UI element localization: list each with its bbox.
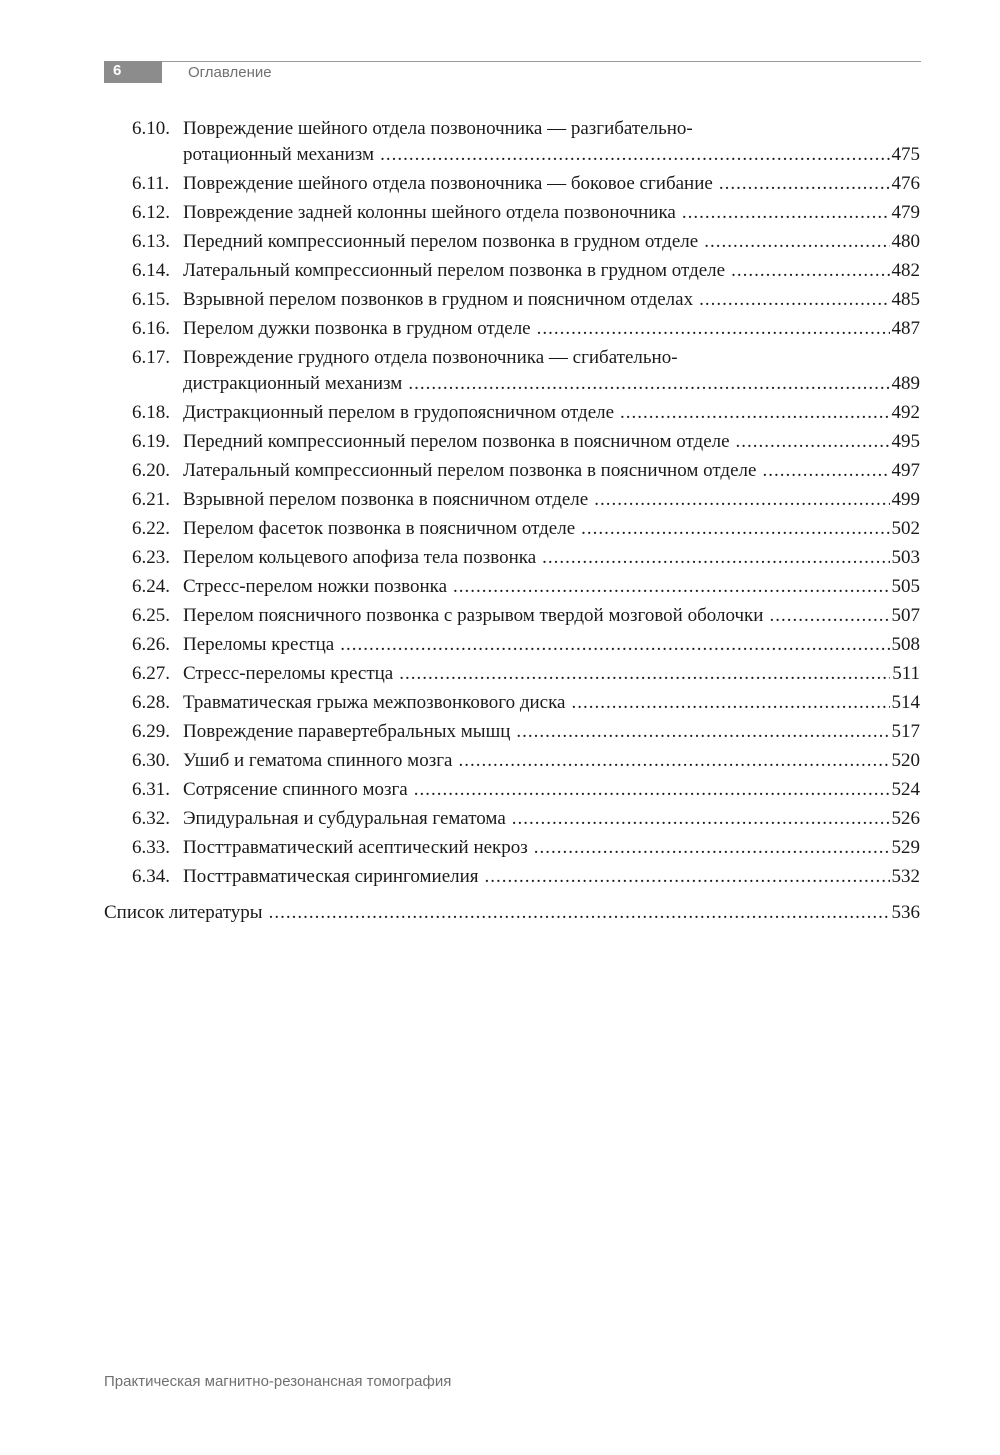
toc-entry-number: 6.29. bbox=[132, 721, 170, 742]
toc-entry-number: 6.11. bbox=[132, 173, 170, 194]
toc-entry[interactable] bbox=[0, 632, 1000, 658]
header-title: Оглавление bbox=[188, 64, 272, 81]
toc-entry[interactable] bbox=[0, 458, 1000, 484]
toc-entry-page: 502 bbox=[891, 518, 920, 539]
toc-entry-references[interactable] bbox=[0, 900, 1000, 926]
toc-entry-line bbox=[183, 516, 920, 542]
toc-entry-number: 6.22. bbox=[132, 518, 170, 539]
toc-leader-dots bbox=[620, 400, 889, 426]
toc-entry-title: Латеральный компрессионный перелом позвонка в поясничном отделе bbox=[183, 460, 757, 481]
toc-leader-dots bbox=[736, 429, 890, 455]
toc-entry-number: 6.34. bbox=[132, 866, 170, 887]
toc-entry[interactable] bbox=[0, 661, 1000, 687]
toc-entry-page: 517 bbox=[891, 721, 920, 742]
toc-entry-page: 476 bbox=[891, 173, 920, 194]
toc-entry[interactable] bbox=[0, 116, 1000, 168]
toc-entry-title: Передний компрессионный перелом позвонка в грудном отделе bbox=[183, 231, 699, 252]
toc-entry-title: Стресс-переломы крестца bbox=[183, 663, 394, 684]
toc-entry-number: 6.15. bbox=[132, 289, 170, 310]
page-number: 6 bbox=[113, 62, 122, 79]
toc-leader-dots bbox=[731, 258, 889, 284]
toc-entry-number: 6.18. bbox=[132, 402, 170, 423]
toc-entry[interactable] bbox=[0, 345, 1000, 397]
toc-entry-number: 6.24. bbox=[132, 576, 170, 597]
toc-entry[interactable] bbox=[0, 400, 1000, 426]
toc-entry-number: 6.20. bbox=[132, 460, 170, 481]
toc-entry-title: Латеральный компрессионный перелом позвонка в грудном отделе bbox=[183, 260, 726, 281]
toc-entry-title: Эпидуральная и субдуральная гематома bbox=[183, 808, 506, 829]
toc-entry-line bbox=[183, 632, 920, 658]
toc-entry-line bbox=[183, 806, 920, 832]
toc-entry-page: 505 bbox=[891, 576, 920, 597]
toc-entry-number: 6.30. bbox=[132, 750, 170, 771]
toc-entry[interactable] bbox=[0, 748, 1000, 774]
toc-entry-title-line: Повреждение шейного отдела позвоночника — разгибательно- bbox=[183, 118, 693, 139]
toc-entry-title: Взрывной перелом позвонков в грудном и поясничном отделах bbox=[183, 289, 694, 310]
table-of-contents bbox=[0, 116, 1000, 929]
toc-entry-number: 6.16. bbox=[132, 318, 170, 339]
toc-entry-number: 6.32. bbox=[132, 808, 170, 829]
toc-entry-page: 524 bbox=[891, 779, 920, 800]
page-header bbox=[104, 61, 921, 83]
toc-leader-dots bbox=[719, 171, 890, 197]
toc-entry[interactable] bbox=[0, 574, 1000, 600]
toc-entry-page: 520 bbox=[891, 750, 920, 771]
toc-entry-line bbox=[183, 487, 920, 513]
toc-leader-dots bbox=[399, 661, 890, 687]
toc-leader-dots bbox=[269, 900, 890, 926]
toc-entry[interactable] bbox=[0, 545, 1000, 571]
toc-entry-page: 499 bbox=[891, 489, 920, 510]
toc-entry-number: 6.28. bbox=[132, 692, 170, 713]
toc-leader-dots bbox=[340, 632, 889, 658]
toc-entry-line bbox=[183, 748, 920, 774]
toc-entry[interactable] bbox=[0, 258, 1000, 284]
toc-entry-title: Переломы крестца bbox=[183, 634, 335, 655]
toc-entry-line bbox=[183, 574, 920, 600]
toc-entry-page: 479 bbox=[891, 202, 920, 223]
toc-entry-number: 6.17. bbox=[132, 347, 170, 368]
toc-entry-page: 487 bbox=[891, 318, 920, 339]
toc-entry-line bbox=[183, 777, 920, 803]
toc-entry-number: 6.31. bbox=[132, 779, 170, 800]
toc-entry-title: Сотрясение спинного мозга bbox=[183, 779, 408, 800]
toc-entry-page: 492 bbox=[891, 402, 920, 423]
toc-entry-title: Повреждение задней колонны шейного отдела позвоночника bbox=[183, 202, 676, 223]
toc-entry-number: 6.19. bbox=[132, 431, 170, 452]
toc-entry[interactable] bbox=[0, 316, 1000, 342]
toc-entry-title: Повреждение шейного отдела позвоночника — боковое сгибание bbox=[183, 173, 713, 194]
toc-entry-title: Повреждение паравертебральных мышц bbox=[183, 721, 511, 742]
toc-entry-title: Дистракционный перелом в грудопоясничном отделе bbox=[183, 402, 615, 423]
toc-leader-dots bbox=[704, 229, 889, 255]
toc-entry-title: Посттравматическая сирингомиелия bbox=[183, 866, 479, 887]
toc-entry-line bbox=[183, 458, 920, 484]
toc-entry-title-line: Повреждение грудного отдела позвоночника — сгибательно- bbox=[183, 347, 678, 368]
toc-entry-line bbox=[183, 171, 920, 197]
toc-entry-line bbox=[183, 229, 920, 255]
page-footer: Практическая магнитно-резонансная томография bbox=[104, 1373, 452, 1390]
toc-entry-number: 6.23. bbox=[132, 547, 170, 568]
toc-leader-dots bbox=[458, 748, 889, 774]
toc-entry[interactable] bbox=[0, 864, 1000, 890]
toc-leader-dots bbox=[572, 690, 890, 716]
toc-entry-page: 526 bbox=[891, 808, 920, 829]
toc-entry-page: 482 bbox=[891, 260, 920, 281]
toc-entry-line bbox=[183, 287, 920, 313]
toc-entry[interactable] bbox=[0, 835, 1000, 861]
toc-leader-dots bbox=[537, 316, 890, 342]
toc-entry-page: 485 bbox=[891, 289, 920, 310]
toc-entry-title: Ушиб и гематома спинного мозга bbox=[183, 750, 453, 771]
toc-leader-dots bbox=[414, 777, 890, 803]
toc-leader-dots bbox=[380, 142, 889, 168]
toc-leader-dots bbox=[594, 487, 889, 513]
toc-entry-line bbox=[183, 371, 920, 397]
toc-entry-page: 480 bbox=[891, 231, 920, 252]
toc-leader-dots bbox=[581, 516, 889, 542]
toc-entry-number: 6.12. bbox=[132, 202, 170, 223]
toc-entry[interactable] bbox=[0, 429, 1000, 455]
toc-leader-dots bbox=[485, 864, 890, 890]
toc-entry[interactable] bbox=[0, 777, 1000, 803]
toc-entry-title: Перелом кольцевого апофиза тела позвонка bbox=[183, 547, 537, 568]
toc-entry[interactable] bbox=[0, 487, 1000, 513]
toc-leader-dots bbox=[512, 806, 890, 832]
toc-entry-line bbox=[183, 429, 920, 455]
toc-entry-page: 511 bbox=[892, 663, 920, 684]
toc-entry[interactable] bbox=[0, 200, 1000, 226]
toc-entry-title: Перелом фасеток позвонка в поясничном отделе bbox=[183, 518, 576, 539]
toc-entry-title: Передний компрессионный перелом позвонка в поясничном отделе bbox=[183, 431, 730, 452]
toc-entry-page: 529 bbox=[891, 837, 920, 858]
toc-entry-title: Перелом дужки позвонка в грудном отделе bbox=[183, 318, 531, 339]
page-number-box bbox=[104, 61, 162, 83]
toc-leader-dots bbox=[534, 835, 890, 861]
toc-entry-page: 514 bbox=[891, 692, 920, 713]
toc-entry[interactable] bbox=[0, 603, 1000, 629]
toc-entry-page: 532 bbox=[891, 866, 920, 887]
toc-entry[interactable] bbox=[0, 806, 1000, 832]
toc-entry-page: 536 bbox=[891, 902, 920, 923]
toc-entry-line bbox=[183, 258, 920, 284]
toc-entry-number: 6.27. bbox=[132, 663, 170, 684]
toc-entry-title: Список литературы bbox=[104, 902, 263, 923]
toc-leader-dots bbox=[516, 719, 889, 745]
toc-entry-page: 503 bbox=[891, 547, 920, 568]
toc-entry-line bbox=[183, 545, 920, 571]
toc-leader-dots bbox=[762, 458, 889, 484]
toc-entry-line bbox=[183, 690, 920, 716]
toc-entry[interactable] bbox=[0, 229, 1000, 255]
toc-leader-dots bbox=[453, 574, 889, 600]
toc-entry-number: 6.10. bbox=[132, 118, 170, 139]
toc-entry-line bbox=[183, 719, 920, 745]
toc-entry[interactable] bbox=[0, 171, 1000, 197]
toc-entry-line bbox=[183, 400, 920, 426]
toc-entry-title: Стресс-перелом ножки позвонка bbox=[183, 576, 448, 597]
toc-entry-number: 6.33. bbox=[132, 837, 170, 858]
toc-entry-number: 6.26. bbox=[132, 634, 170, 655]
toc-entry-title: Посттравматический асептический некроз bbox=[183, 837, 528, 858]
toc-entry-page: 508 bbox=[891, 634, 920, 655]
toc-entry[interactable] bbox=[0, 690, 1000, 716]
toc-entry-title: ротационный механизм bbox=[183, 144, 375, 165]
toc-entry[interactable] bbox=[0, 287, 1000, 313]
toc-entry-line bbox=[183, 603, 920, 629]
toc-leader-dots bbox=[769, 603, 889, 629]
toc-entry-number: 6.25. bbox=[132, 605, 170, 626]
toc-leader-dots bbox=[408, 371, 889, 397]
toc-leader-dots bbox=[682, 200, 890, 226]
toc-entry-title: Взрывной перелом позвонка в поясничном отделе bbox=[183, 489, 589, 510]
toc-entry-line bbox=[183, 142, 920, 168]
toc-leader-dots bbox=[542, 545, 889, 571]
toc-entry[interactable] bbox=[0, 719, 1000, 745]
toc-entry-page: 489 bbox=[891, 373, 920, 394]
toc-entry-page: 475 bbox=[891, 144, 920, 165]
toc-entry-page: 495 bbox=[891, 431, 920, 452]
toc-entry-line bbox=[183, 316, 920, 342]
toc-leader-dots bbox=[699, 287, 889, 313]
toc-entry-page: 507 bbox=[891, 605, 920, 626]
toc-entry-title: дистракционный механизм bbox=[183, 373, 403, 394]
toc-entry-page: 497 bbox=[891, 460, 920, 481]
toc-entry-line bbox=[104, 900, 920, 926]
toc-entry-title: Перелом поясничного позвонка с разрывом твердой мозговой оболочки bbox=[183, 605, 764, 626]
toc-entry-number: 6.14. bbox=[132, 260, 170, 281]
toc-entry[interactable] bbox=[0, 516, 1000, 542]
toc-entry-number: 6.13. bbox=[132, 231, 170, 252]
toc-entry-number: 6.21. bbox=[132, 489, 170, 510]
toc-entry-line bbox=[183, 661, 920, 687]
header-rule bbox=[162, 61, 921, 62]
toc-entry-title: Травматическая грыжа межпозвонкового диска bbox=[183, 692, 566, 713]
toc-entry-line bbox=[183, 835, 920, 861]
toc-entry-line bbox=[183, 864, 920, 890]
toc-entry-line bbox=[183, 200, 920, 226]
